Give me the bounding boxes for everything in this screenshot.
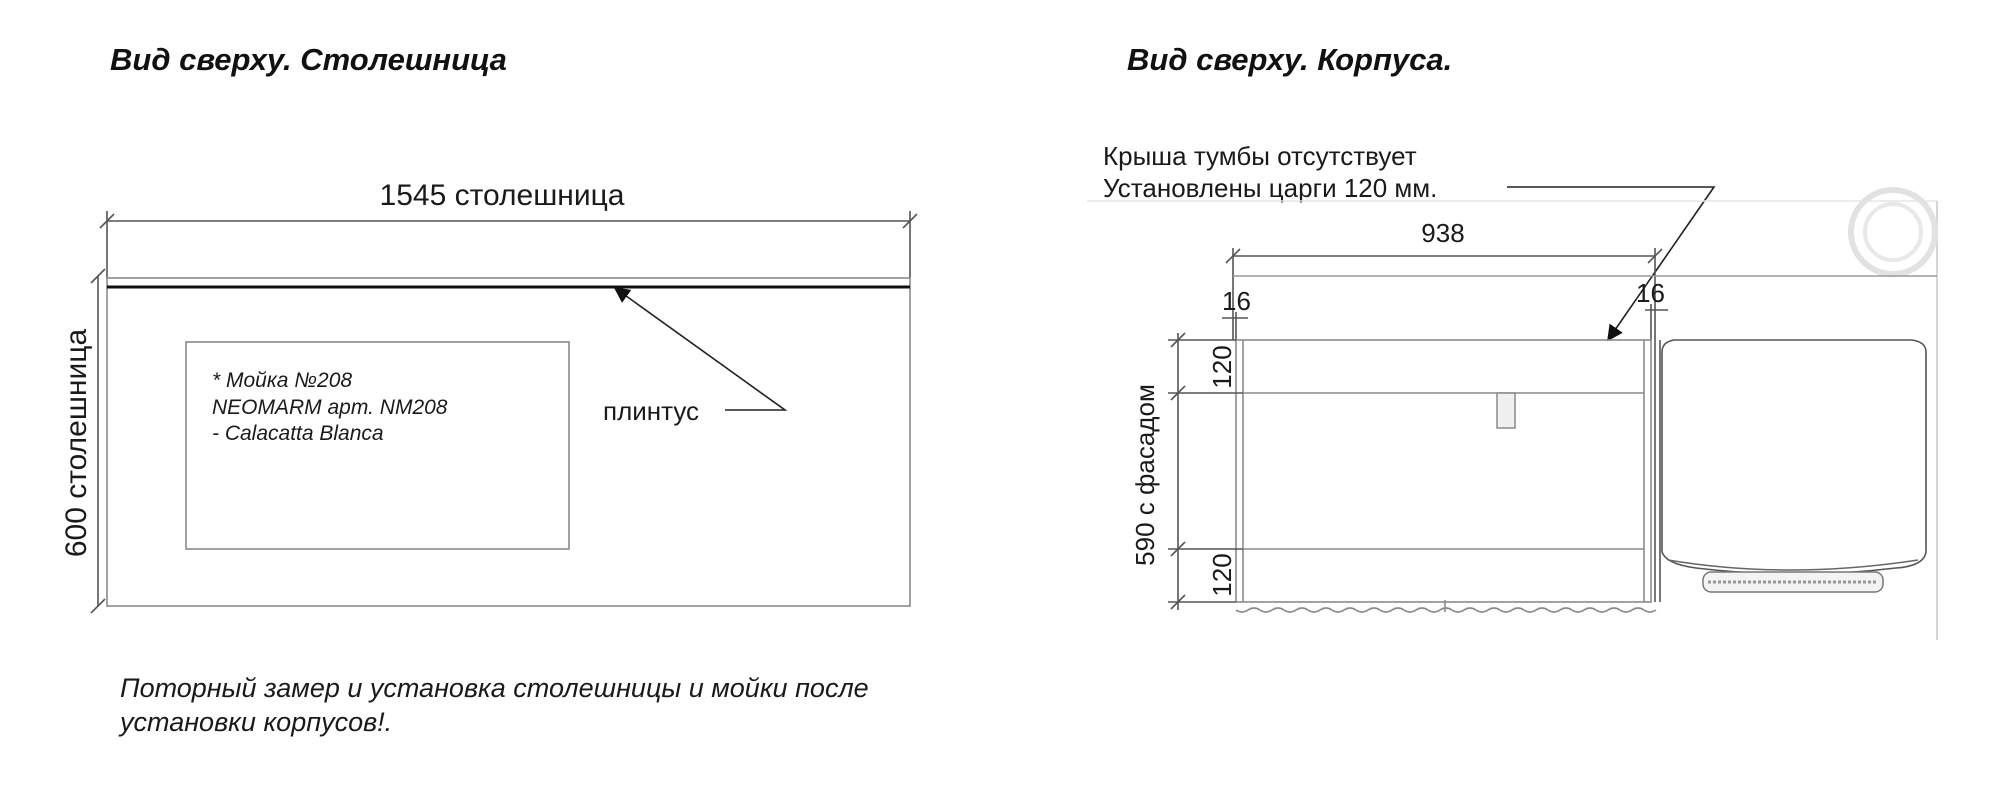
adjacent-appliance xyxy=(1655,340,1926,602)
sink-note-line1: * Мойка №208 xyxy=(212,369,353,392)
plinth-label: плинтус xyxy=(603,396,700,426)
right-side-dimension-label: 16 xyxy=(1636,278,1665,308)
left-side-dimension-label: 16 xyxy=(1222,286,1251,316)
plinth-leader-arrow xyxy=(615,288,785,410)
sink-cabinet xyxy=(1236,340,1656,612)
facade-edge xyxy=(1236,608,1656,612)
countertop-depth-dimension xyxy=(60,269,105,613)
rail-leader-arrow xyxy=(1507,187,1714,340)
top-rail-label: 120 xyxy=(1207,345,1237,389)
width-dimension-label: 1545 столешница xyxy=(379,179,625,212)
footer-line2: установки корпусов!. xyxy=(120,707,393,737)
right-view-title: Вид сверху. Корпуса. xyxy=(1127,42,1453,77)
cabinet-depth-dimension xyxy=(1130,333,1243,610)
wall-fixture-icon xyxy=(1851,190,1935,274)
sink-note-line3: - Calacatta Blanca xyxy=(212,422,384,445)
cabinet-width-label: 938 xyxy=(1421,218,1465,248)
cabinet-depth-label: 590 с фасадом xyxy=(1130,384,1160,566)
cabinet-width-dimension xyxy=(1226,218,1662,340)
depth-dimension-label: 600 столешница xyxy=(60,328,93,558)
right-side-panel-dimension xyxy=(1636,278,1668,340)
left-view xyxy=(60,42,917,737)
bottom-rail-label: 120 xyxy=(1207,553,1237,597)
appliance-body xyxy=(1662,340,1926,574)
right-view xyxy=(1087,42,1937,640)
left-side-panel-dimension xyxy=(1222,286,1251,340)
cabinet-note-line1: Крыша тумбы отсутствует xyxy=(1103,141,1417,171)
cabinet-note-line2: Установлены царги 120 мм. xyxy=(1103,173,1438,203)
drain-pipe xyxy=(1497,393,1515,428)
sink-note-line2: NEOMARM арт. NM208 xyxy=(212,396,448,419)
footer-line1: Поторный замер и установка столешницы и мойки после xyxy=(120,673,869,703)
countertop-width-dimension xyxy=(100,179,917,278)
sink-cabinet-body xyxy=(1236,340,1651,602)
left-view-title: Вид сверху. Столешница xyxy=(110,42,507,77)
